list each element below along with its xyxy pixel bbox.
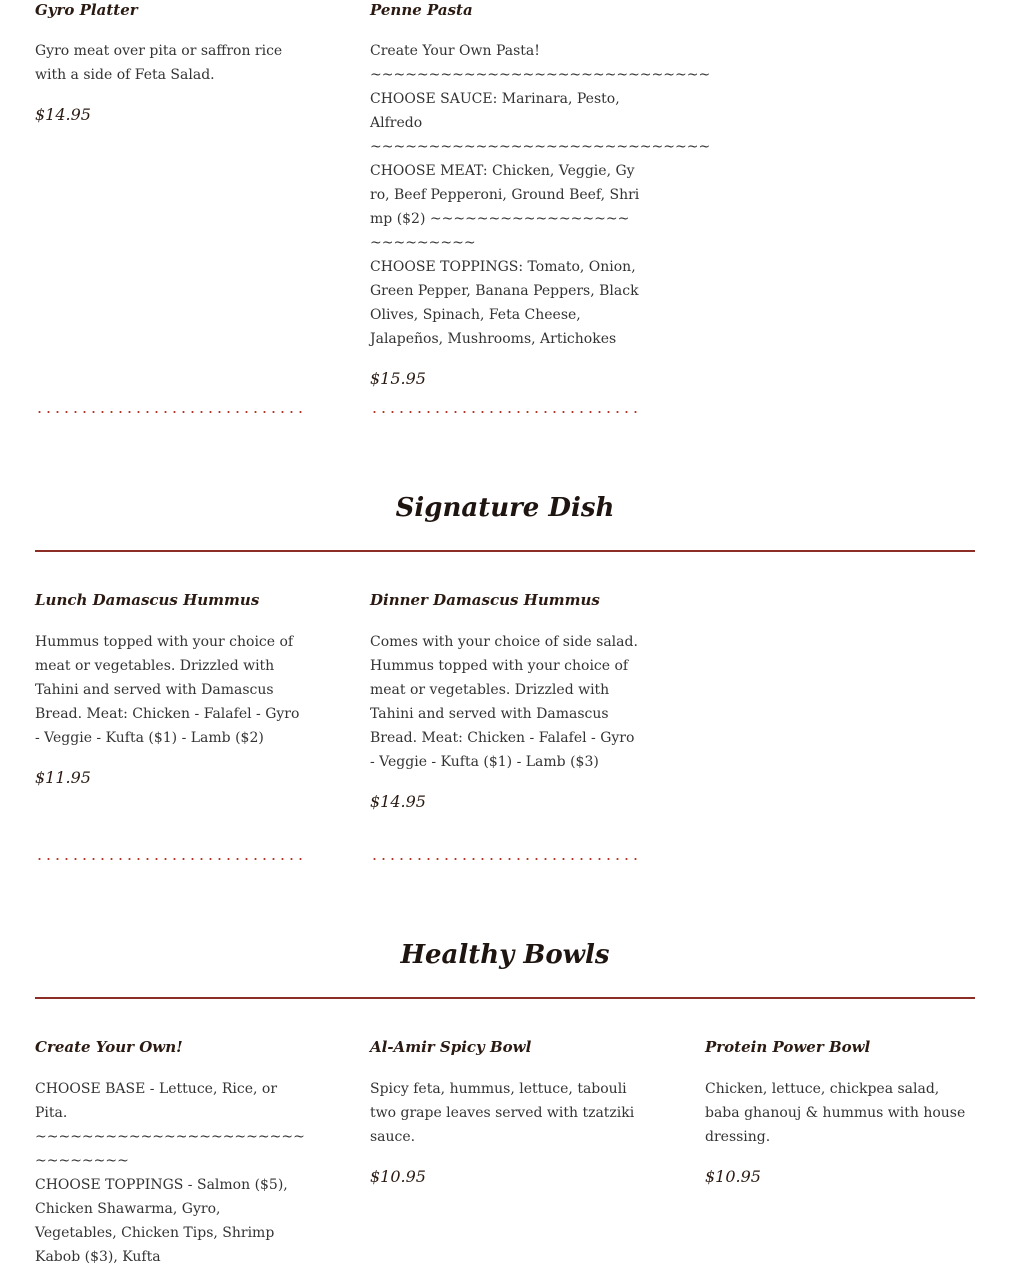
section-title-signature: Signature Dish (395, 493, 615, 523)
item-description: Chicken, lettuce, chickpea salad, baba ghanouj & hummus with house dressing. (705, 1081, 966, 1145)
item-title: Create Your Own! (35, 1038, 183, 1056)
item-price: $14.95 (35, 105, 91, 124)
dotted-divider (35, 411, 303, 413)
dotted-divider (370, 411, 638, 413)
menu-item-protein-bowl (705, 1037, 975, 1186)
item-title: Gyro Platter (35, 1, 138, 19)
item-price: $14.95 (370, 792, 426, 811)
item-description: Create Your Own Pasta! ~~~~~~~~~~~~~~~~~~~~~~~~~~~~~ CHOOSE SAUCE: Marinara, Pesto, Alfredo ~~~~~~~~~~~~~~~~~~~~~~~~~~~~~ CHOOSE MEAT: Chicken, Veggie, Gyro, Beef Pepperoni, Ground Beef, Shrimp ($2) ~~~~~~~~~~~~~~~~~~~~~~~~~~ CHOOSE TOPPINGS: Tomato, Onion, Green Pepper, Banana Peppers, Black Olives, Spinach, Feta Cheese, Jalapeños, Mushrooms, Artichokes (370, 43, 711, 347)
item-price: $11.95 (35, 768, 91, 787)
menu-item-penne-pasta (370, 0, 711, 388)
item-description: Hummus topped with your choice of meat or vegetables. Drizzled with Tahini and served with Damascus Bread. Meat: Chicken - Falafel - Gyro - Veggie - Kufta ($1) - Lamb ($2) (35, 634, 300, 746)
section-rule (35, 997, 975, 999)
item-title: Dinner Damascus Hummus (370, 591, 600, 609)
item-price: $10.95 (705, 1167, 761, 1186)
menu-item-al-amir-bowl (370, 1037, 640, 1186)
item-title: Protein Power Bowl (705, 1038, 871, 1056)
item-description: Comes with your choice of side salad. Hummus topped with your choice of meat or vegetables. Drizzled with Tahini and served with Damascus Bread. Meat: Chicken - Falafel - Gyro - Veggie - Kufta ($1) - Lamb ($3) (370, 634, 638, 770)
item-price: $10.95 (370, 1167, 426, 1186)
dotted-divider (35, 858, 303, 860)
menu-item-dinner-hummus (370, 590, 640, 811)
item-title: Penne Pasta (370, 1, 473, 19)
item-title: Al-Amir Spicy Bowl (370, 1038, 532, 1056)
item-title: Lunch Damascus Hummus (35, 591, 260, 609)
dotted-divider (370, 858, 638, 860)
item-description: Gyro meat over pita or saffron rice with a side of Feta Salad. (35, 43, 283, 83)
item-price: $15.95 (370, 369, 426, 388)
item-description: Spicy feta, hummus, lettuce, tabouli two grape leaves served with tzatziki sauce. (370, 1081, 635, 1145)
menu-item-gyro-platter (35, 0, 305, 124)
menu-item-lunch-hummus (35, 590, 305, 787)
section-rule (35, 550, 975, 552)
section-title-healthy: Healthy Bowls (400, 940, 610, 970)
item-description: CHOOSE BASE - Lettuce, Rice, or Pita. ~~~~~~~~~~~~~~~~~~~~~~~~~~~~~~~ CHOOSE TOPPINGS - Salmon ($5), Chicken Shawarma, Gyro, Vegetables, Chicken Tips, Shrimp Kabob ($3), Kufta (35, 1081, 305, 1265)
menu-item-create-your-own (35, 1037, 305, 1269)
